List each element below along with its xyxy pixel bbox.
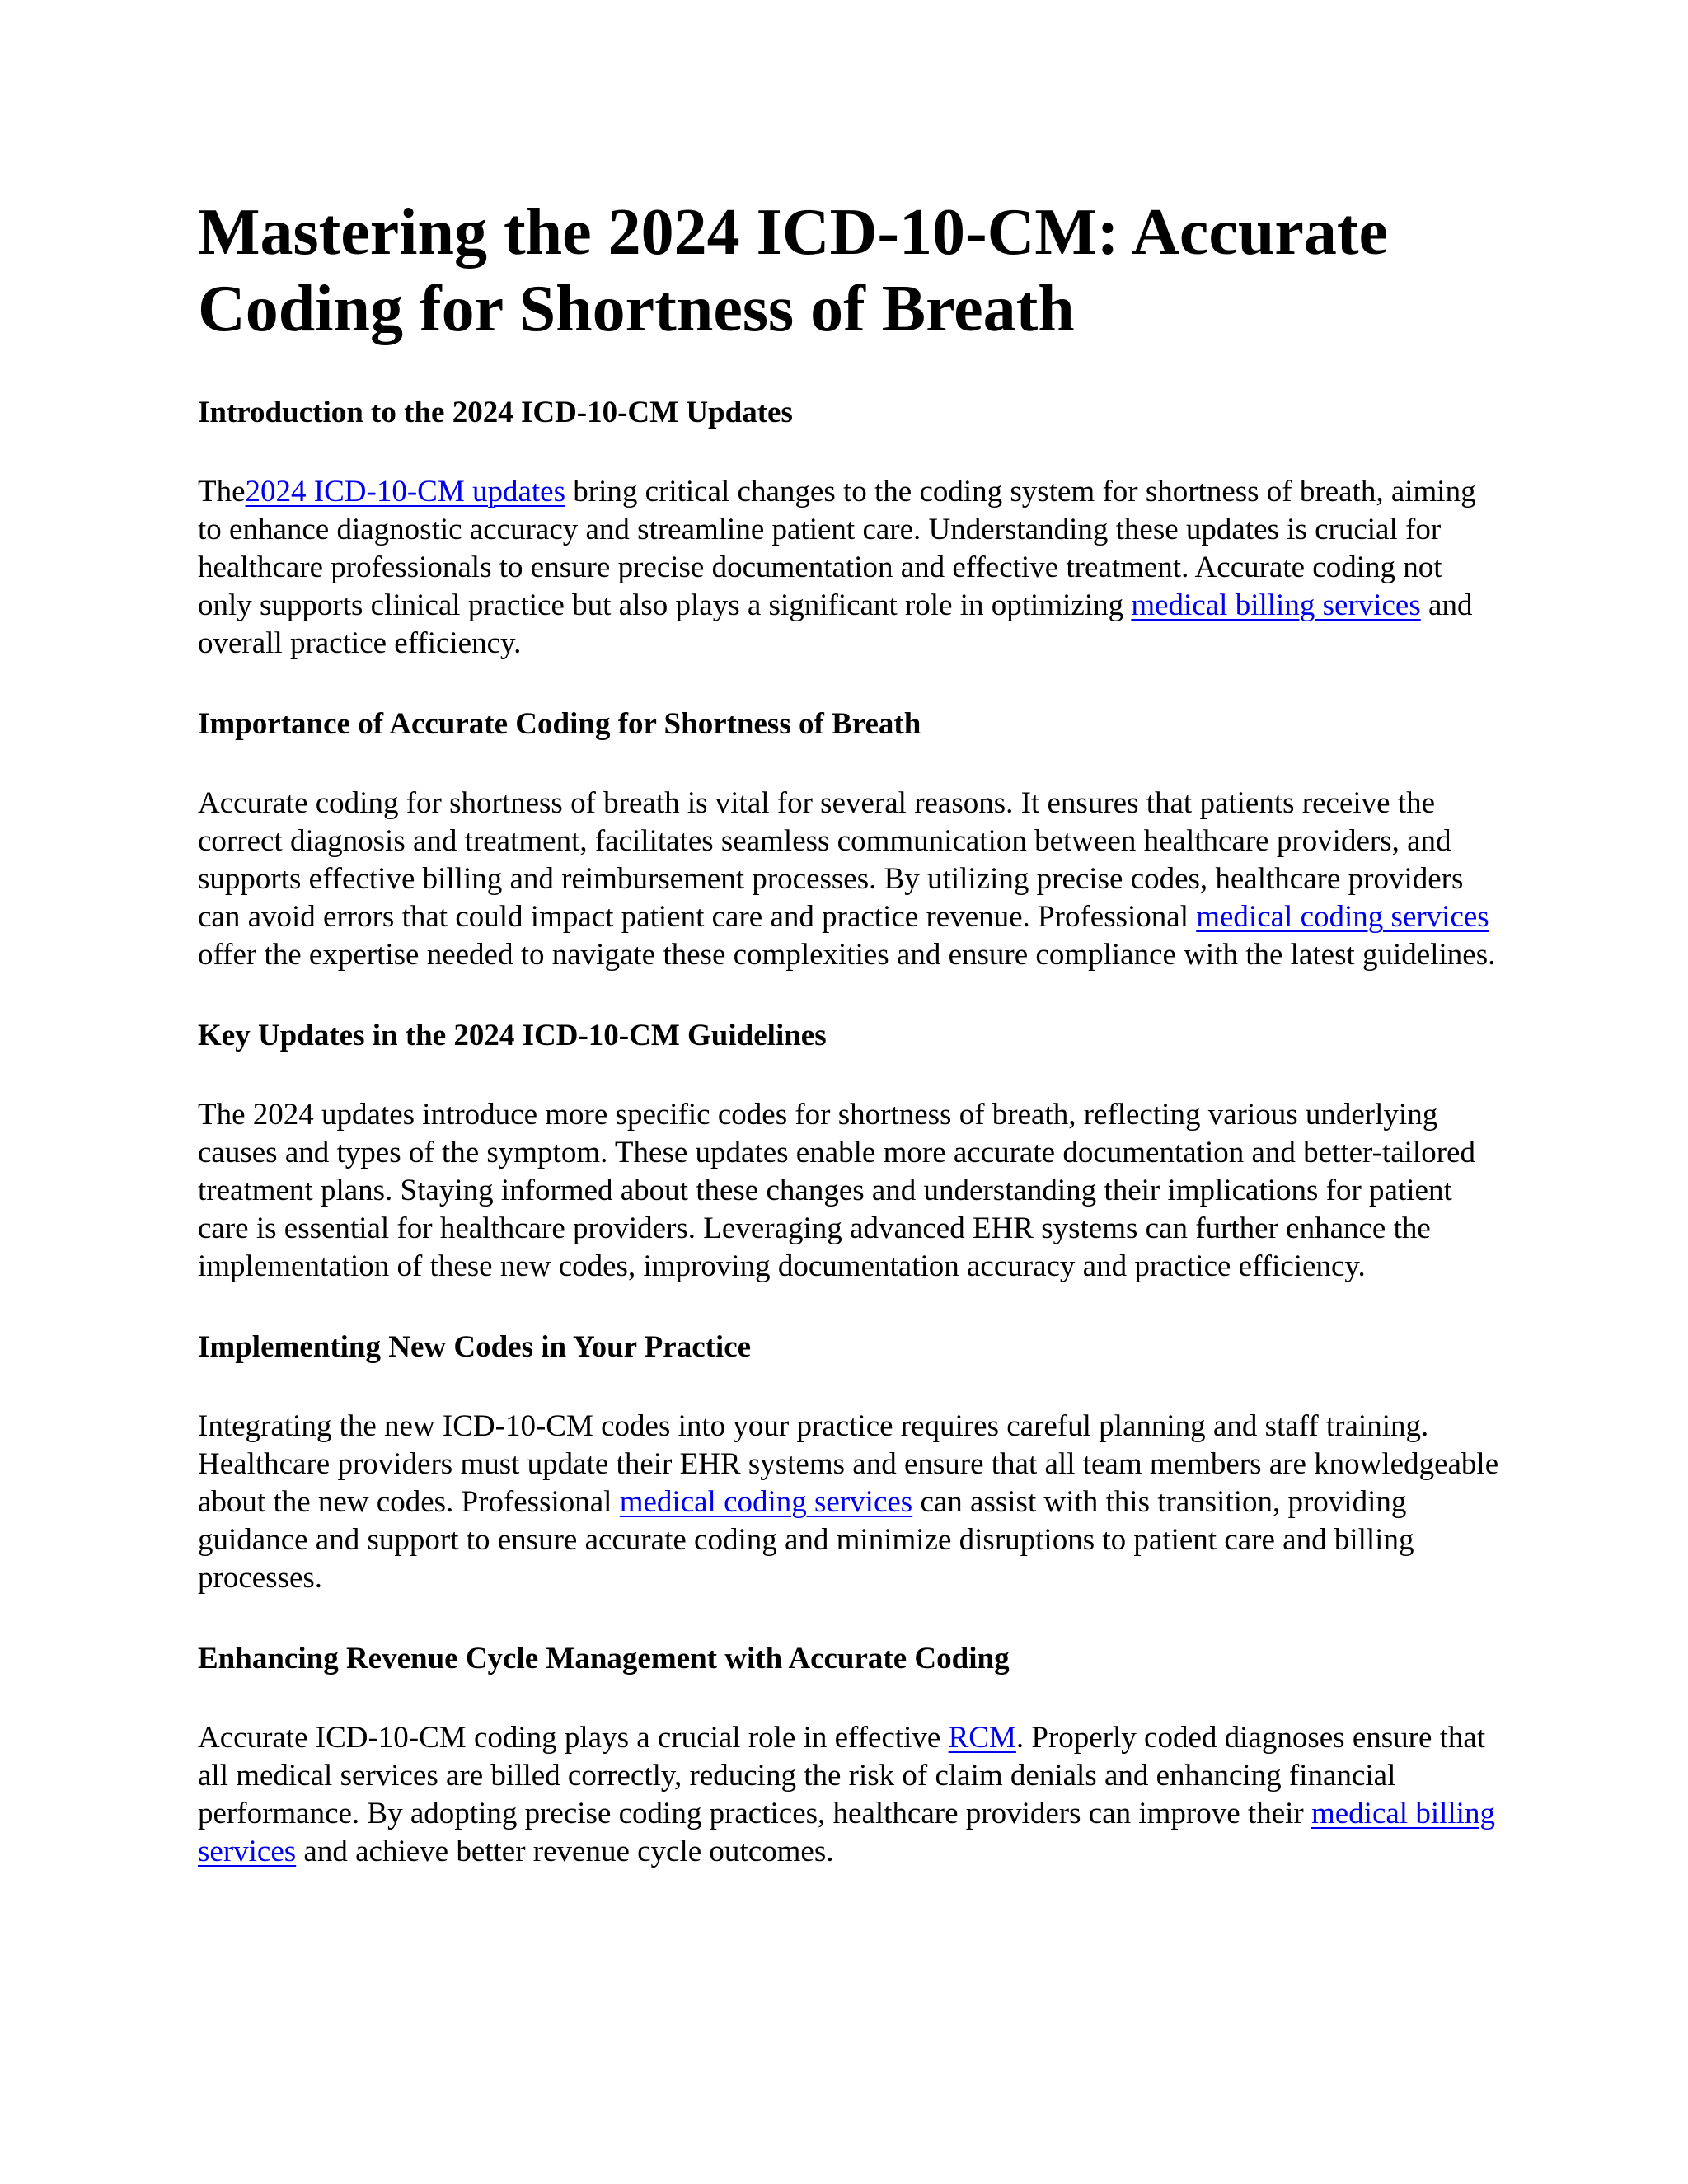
paragraph-text: Accurate ICD-10-CM coding plays a crucial role in effective	[198, 1721, 949, 1755]
section-heading-revenue-cycle: Enhancing Revenue Cycle Management with Accurate Coding	[198, 1642, 1010, 1675]
link-icd10cm-updates[interactable]: 2024 ICD-10-CM updates	[245, 475, 565, 509]
link-medical-coding-services[interactable]: medical coding services	[619, 1485, 913, 1519]
paragraph-text: Accurate coding for shortness of breath is vital for several reasons. It ensures that patients receive the correct diagnosis and treatment, facilitates seamless communication between healthcare providers, and supports effective billing and reimbursement processes. By utilizing precise codes, healthcare providers can avoid errors that could impact patient care and practice revenue. Professional	[198, 786, 1464, 934]
section-heading-key-updates: Key Updates in the 2024 ICD-10-CM Guidelines	[198, 1019, 827, 1052]
link-medical-billing-services[interactable]: medical billing services	[198, 1797, 1495, 1868]
paragraph-implementing	[198, 1408, 1500, 1597]
link-medical-coding-services[interactable]: medical coding services	[1196, 900, 1489, 934]
page-title: Mastering the 2024 ICD-10-CM: Accurate Coding for Shortness of Breath	[198, 196, 1389, 345]
paragraph-introduction	[198, 473, 1500, 663]
link-medical-billing-services[interactable]: medical billing services	[1131, 588, 1421, 622]
link-rcm[interactable]: RCM	[948, 1721, 1016, 1755]
paragraph-text: can assist with this transition, providing guidance and support to ensure accurate coding and minimize disruptions to patient care and billing processes.	[198, 1485, 1414, 1595]
document-page	[198, 194, 1500, 1914]
paragraph-text: . Properly coded diagnoses ensure that all medical services are billed correctly, reducing the risk of claim denials and enhancing financial performance. By adopting precise coding practices, healthcare providers can improve their	[198, 1721, 1486, 1830]
paragraph-text: Integrating the new ICD-10-CM codes into your practice requires careful planning and staff training. Healthcare providers must update their EHR systems and ensure that all team members are knowledgeable about the new codes. Professional	[198, 1409, 1499, 1519]
paragraph-text: and overall practice efficiency.	[198, 588, 1473, 660]
paragraph-importance	[198, 785, 1500, 974]
paragraph-key-updates	[198, 1096, 1500, 1286]
paragraph-text: bring critical changes to the coding system for shortness of breath, aiming to enhance diagnostic accuracy and streamline patient care. Understanding these updates is crucial for healthcare professionals to ensure precise documentation and effective treatment. Accurate coding not only supports clinical practice but also plays a significant role in optimizing	[198, 475, 1476, 622]
section-heading-importance: Importance of Accurate Coding for Shortness of Breath	[198, 707, 921, 741]
paragraph-text: The	[198, 475, 246, 509]
paragraph-text: and achieve better revenue cycle outcomes.	[296, 1835, 834, 1868]
paragraph-text: offer the expertise needed to navigate these complexities and ensure compliance with the latest guidelines.	[198, 938, 1496, 972]
section-heading-introduction: Introduction to the 2024 ICD-10-CM Updates	[198, 396, 793, 429]
paragraph-revenue-cycle	[198, 1719, 1500, 1871]
paragraph-text: The 2024 updates introduce more specific codes for shortness of breath, reflecting various underlying causes and types of the symptom. These updates enable more accurate documentation and better-tailored treatment plans. Staying informed about these changes and understanding their implications for patient care is essential for healthcare providers. Leveraging advanced EHR systems can further enhance the implementation of these new codes, improving documentation accuracy and practice efficiency.	[198, 1098, 1475, 1283]
section-heading-implementing: Implementing New Codes in Your Practice	[198, 1330, 752, 1364]
